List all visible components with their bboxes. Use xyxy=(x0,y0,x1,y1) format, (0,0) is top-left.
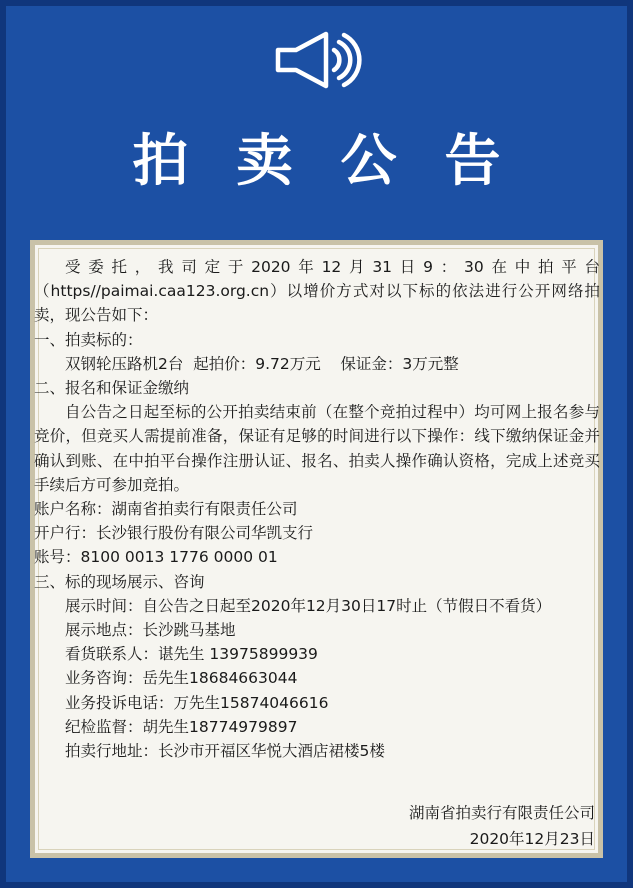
notice-body xyxy=(34,255,600,763)
section2-body: 自公告之日起至标的公开拍卖结束前（在整个竞拍过程中）均可网上报名参与竞价，但竞买人需提前准备，保证有足够的时间进行以下操作：线下缴纳保证金并确认到账、在中拍平台操作注册认证、报名、拍卖人操作确认资格，完成上述竞买手续后方可参加竞拍。 xyxy=(34,403,600,494)
account-name: 账户名称：湖南省拍卖行有限责任公司 xyxy=(34,500,298,519)
section2-title: 二、报名和保证金缴纳 xyxy=(34,379,190,398)
page-title: 拍卖公告 xyxy=(132,129,549,194)
signature-date: 2020年12月23日 xyxy=(469,830,595,848)
speaker-icon xyxy=(270,30,365,90)
show-place: 展示地点：长沙跳马基地 xyxy=(65,621,236,640)
auction-address: 拍卖行地址：长沙市开福区华悦大酒店裙楼5楼 xyxy=(65,742,385,761)
signature-company: 湖南省拍卖行有限责任公司 xyxy=(408,804,595,822)
section1-title: 一、拍卖标的： xyxy=(34,330,143,349)
account-number: 账号：8100 0013 1776 0000 01 xyxy=(34,548,278,567)
business-consult: 业务咨询：岳先生18684663044 xyxy=(65,669,298,688)
section3-title: 三、标的现场展示、咨询 xyxy=(34,572,205,591)
show-time: 展示时间：自公告之日起至2020年12月30日17时止（节假日不看货） xyxy=(65,596,552,615)
contact-person: 看货联系人：谌先生 13975899939 xyxy=(65,645,318,664)
section1-item: 双钢轮压路机2台 起拍价：9.72万元 保证金：3万元整 xyxy=(65,354,459,373)
bank-name: 开户行：长沙银行股份有限公司华凯支行 xyxy=(34,524,314,543)
complaint-phone: 业务投诉电话：万先生15874046616 xyxy=(65,693,329,712)
discipline-supervisor: 纪检监督：胡先生18774979897 xyxy=(65,717,298,736)
intro-paragraph: 受委托，我司定于2020年12月31日9：30在中拍平台（https//paimai.caa123.org.cn）以增价方式对以下标的依法进行公开网络拍卖，现公告如下： xyxy=(34,258,600,325)
signature-block xyxy=(409,800,595,852)
